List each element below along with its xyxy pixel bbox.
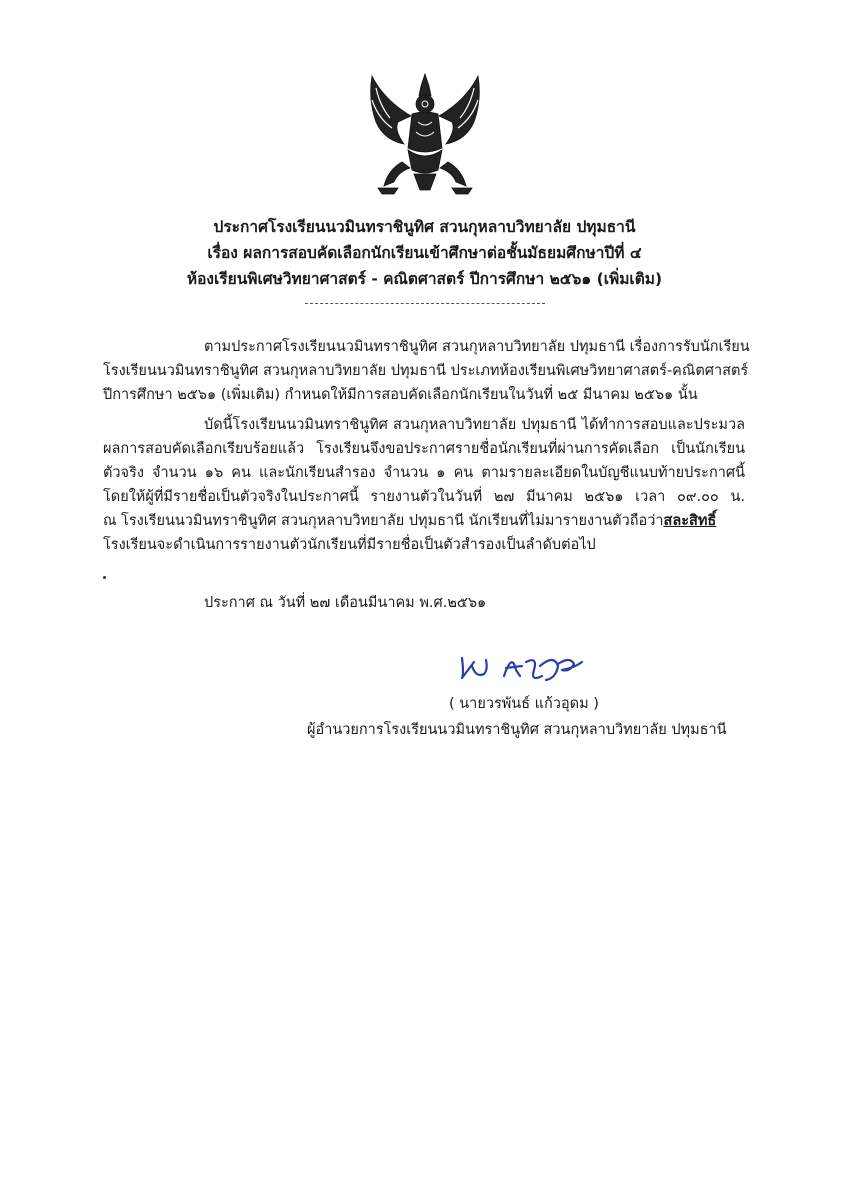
announcement-title: ประกาศโรงเรียนนวมินทราชินูทิศ สวนกุหลาบวิทยาลัย ปทุมธานี — [213, 218, 636, 236]
paragraph-1-line-2: โรงเรียนนวมินทราชินูทิศ สวนกุหลาบวิทยาลัย ปทุมธานี ประเภทห้องเรียนพิเศษวิทยาศาสตร์-คณิตศาสตร์ — [103, 363, 749, 379]
stray-mark — [103, 576, 106, 579]
announcement-subject: เรื่อง ผลการสอบคัดเลือกนักเรียนเข้าศึกษาต่อชั้นมัธยมศึกษาปีที่ ๔ — [207, 244, 642, 262]
signer-title: ผู้อำนวยการโรงเรียนนวมินทราชินูทิศ สวนกุหลาบวิทยาลัย ปทุมธานี — [307, 722, 727, 738]
handwritten-signature — [458, 648, 608, 686]
header-divider — [305, 303, 545, 304]
forfeit-term: สละสิทธิ์ — [663, 513, 717, 529]
paragraph-2-line-6: โรงเรียนจะดำเนินการรายงานตัวนักเรียนที่มีรายชื่อเป็นตัวสำรองเป็นลำดับต่อไป — [103, 537, 596, 553]
paragraph-2-line-1: บัดนี้โรงเรียนนวมินทราชินูทิศ สวนกุหลาบวิทยาลัย ปทุมธานี ได้ทำการสอบและประมวล — [204, 417, 745, 433]
paragraph-2-line-5-text: ณ โรงเรียนนวมินทราชินูทิศ สวนกุหลาบวิทยาลัย ปทุมธานี นักเรียนที่ไม่มารายงานตัวถือว่า — [103, 513, 664, 529]
paragraph-2-line-3: ตัวจริง จำนวน ๑๖ คน และนักเรียนสำรอง จำนวน ๑ คน ตามรายละเอียดในบัญชีแนบท้ายประกาศนี้ — [103, 465, 745, 481]
signer-name: ( นายวรพันธ์ แก้วอุดม ) — [449, 696, 599, 712]
paragraph-1-line-3: ปีการศึกษา ๒๕๖๑ (เพิ่มเติม) กำหนดให้มีการสอบคัดเลือกนักเรียนในวันที่ ๒๕ มีนาคม ๒๕๖๑ นั้น — [103, 387, 698, 403]
paragraph-2-line-2: ผลการสอบคัดเลือกเรียบร้อยแล้ว โรงเรียนจึงขอประกาศรายชื่อนักเรียนที่ผ่านการคัดเลือก เป็นนักเรียน — [103, 441, 745, 457]
paragraph-2-line-5 — [103, 510, 716, 532]
announcement-date: ประกาศ ณ วันที่ ๒๗ เดือนมีนาคม พ.ศ.๒๕๖๑ — [204, 595, 487, 611]
paragraph-1-line-1: ตามประกาศโรงเรียนนวมินทราชินูทิศ สวนกุหลาบวิทยาลัย ปทุมธานี เรื่องการรับนักเรียน — [204, 339, 750, 355]
paragraph-2-line-4: โดยให้ผู้ที่มีรายชื่อเป็นตัวจริงในประกาศนี้ รายงานตัวในวันที่ ๒๗ มีนาคม ๒๕๖๑ เวลา ๐๙.๐๐ น. — [103, 489, 745, 505]
garuda-emblem-icon — [364, 70, 486, 196]
announcement-program: ห้องเรียนพิเศษวิทยาศาสตร์ - คณิตศาสตร์ ปีการศึกษา ๒๕๖๑ (เพิ่มเติม) — [186, 270, 663, 288]
